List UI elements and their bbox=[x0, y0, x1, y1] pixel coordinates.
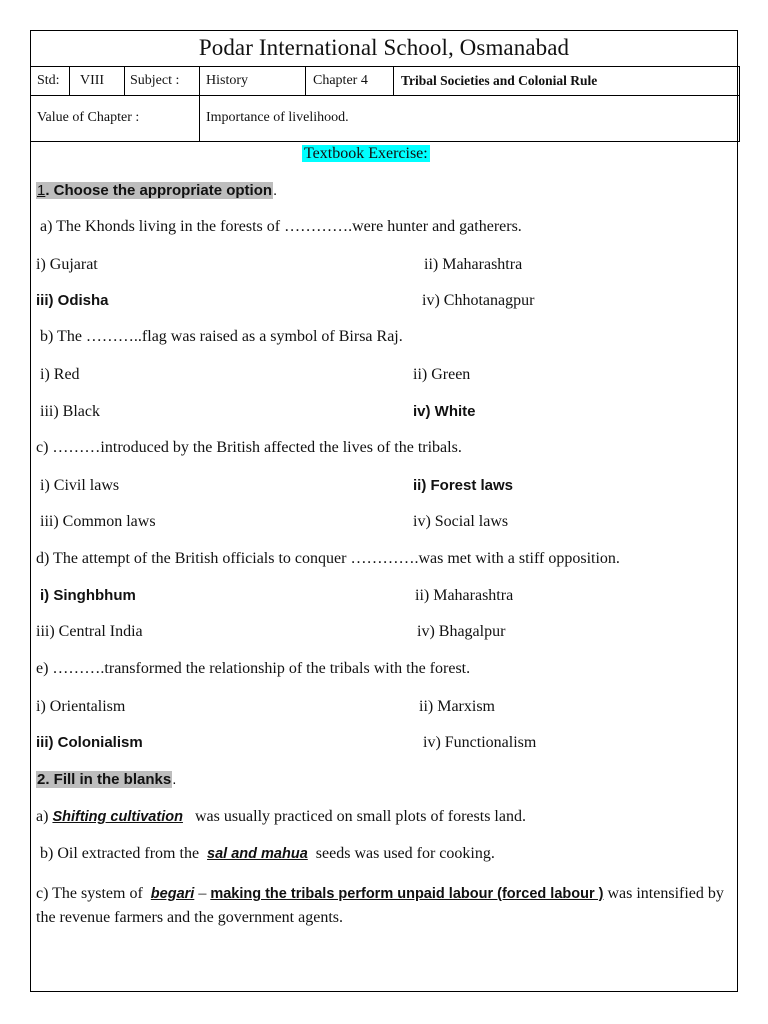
option-d2: ii) Maharashtra bbox=[415, 587, 514, 604]
option-d3: iii) Central India bbox=[36, 623, 143, 640]
question-d: d) The attempt of the British officials to conquer ………….was met with a stiff opposition. bbox=[36, 550, 620, 567]
option-c1: i) Civil laws bbox=[40, 477, 120, 494]
option-b4-answer: iv) White bbox=[413, 403, 476, 420]
exercise-title: Textbook Exercise: bbox=[304, 145, 428, 162]
chapter-title: Tribal Societies and Colonial Rule bbox=[401, 73, 598, 88]
question-a: a) The Khonds living in the forests of ………….were hunter and gatherers. bbox=[40, 218, 522, 235]
value-text: Importance of livelihood. bbox=[206, 110, 349, 125]
table-row-divider bbox=[30, 95, 740, 96]
school-title: Podar International School, Osmanabad bbox=[198, 35, 570, 60]
section1-heading: 1. Choose the appropriate option. bbox=[37, 182, 278, 199]
question-e: e) ……….transformed the relationship of the tribals with the forest. bbox=[36, 660, 471, 677]
subject-value: History bbox=[206, 73, 248, 88]
fill-b-answer: sal and mahua bbox=[207, 846, 308, 862]
fill-c-answer-begari: begari bbox=[150, 886, 195, 902]
fill-a: a) Shifting cultivation was usually practiced on small plots of forests land. bbox=[36, 808, 526, 825]
table-col-divider bbox=[305, 66, 306, 96]
fill-a-answer: Shifting cultivation bbox=[52, 809, 183, 825]
option-a3-answer: iii) Odisha bbox=[36, 292, 109, 309]
option-a2: ii) Maharashtra bbox=[424, 256, 523, 273]
chapter-label: Chapter 4 bbox=[313, 73, 368, 88]
std-label: Std: bbox=[37, 73, 60, 88]
question-c: c) ………introduced by the British affected the lives of the tribals. bbox=[36, 439, 462, 456]
option-b3: iii) Black bbox=[40, 403, 100, 420]
fill-c: c) The system of begari – making the tribals perform unpaid labour (forced labour ) was intensified by the revenue farmers and the government agents. bbox=[36, 885, 724, 926]
option-d1-answer: i) Singhbhum bbox=[40, 587, 136, 604]
option-e3-answer: iii) Colonialism bbox=[36, 734, 143, 751]
value-label: Value of Chapter : bbox=[37, 110, 140, 125]
option-c4: iv) Social laws bbox=[413, 513, 509, 530]
table-top-line bbox=[30, 66, 740, 67]
option-e2: ii) Marxism bbox=[419, 698, 495, 715]
question-b: b) The ………..flag was raised as a symbol of Birsa Raj. bbox=[40, 328, 403, 345]
table-col-divider bbox=[124, 66, 125, 96]
option-b1: i) Red bbox=[40, 366, 80, 383]
std-value: VIII bbox=[80, 73, 105, 88]
fill-c-answer-explanation: making the tribals perform unpaid labour (forced labour ) bbox=[210, 886, 604, 902]
fill-b: b) Oil extracted from the sal and mahua seeds was used for cooking. bbox=[40, 845, 495, 862]
option-a1: i) Gujarat bbox=[36, 256, 98, 273]
option-c3: iii) Common laws bbox=[40, 513, 156, 530]
subject-label: Subject : bbox=[130, 73, 180, 88]
table-bottom-line bbox=[30, 141, 740, 142]
option-e4: iv) Functionalism bbox=[423, 734, 537, 751]
option-c2-answer: ii) Forest laws bbox=[413, 477, 514, 494]
option-a4: iv) Chhotanagpur bbox=[422, 292, 535, 309]
option-d4: iv) Bhagalpur bbox=[417, 623, 506, 640]
table-right-edge bbox=[739, 66, 740, 142]
table-col-divider bbox=[393, 66, 394, 96]
option-b2: ii) Green bbox=[413, 366, 471, 383]
section2-heading: 2. Fill in the blanks. bbox=[37, 771, 177, 788]
table-col-divider bbox=[69, 66, 70, 96]
option-e1: i) Orientalism bbox=[36, 698, 126, 715]
table-col-divider bbox=[199, 66, 200, 142]
